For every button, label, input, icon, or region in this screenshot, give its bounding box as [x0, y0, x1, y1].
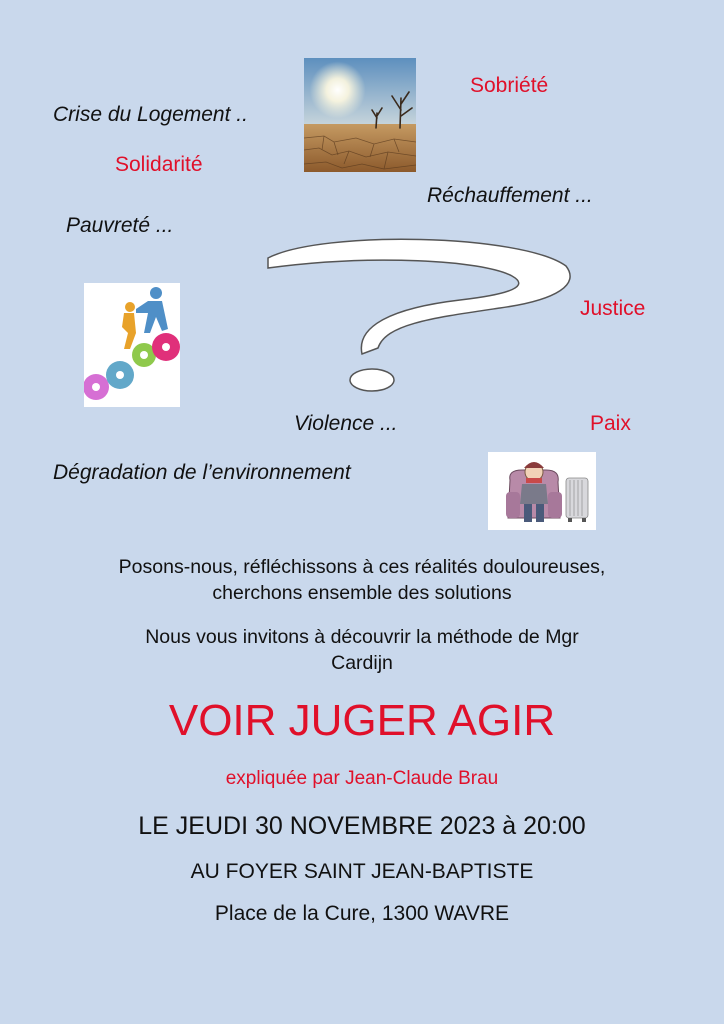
invitation-text	[0, 624, 724, 676]
word-rechauffement: Réchauffement ...	[427, 184, 593, 207]
teamwork-gears-image	[84, 283, 180, 407]
event-date: LE JEUDI 30 NOVEMBRE 2023 à 20:00	[138, 812, 586, 840]
word-crise-logement: Crise du Logement ..	[53, 103, 248, 126]
invitation-line-1: Nous vous invitons à découvrir la méthode de Mgr	[145, 626, 579, 648]
intro-line-2: cherchons ensemble des solutions	[212, 582, 512, 604]
word-paix: Paix	[590, 412, 631, 435]
word-violence: Violence ...	[294, 412, 398, 435]
word-pauvrete: Pauvreté ...	[66, 214, 174, 237]
intro-text	[0, 554, 724, 606]
event-subtitle: expliquée par Jean-Claude Brau	[225, 768, 499, 789]
word-sobriete: Sobriété	[470, 74, 549, 97]
word-solidarite: Solidarité	[115, 153, 203, 176]
event-venue: AU FOYER SAINT JEAN-BAPTISTE	[190, 860, 534, 883]
word-justice: Justice	[580, 297, 646, 320]
word-degradation: Dégradation de l’environnement	[53, 461, 351, 484]
event-address: Place de la Cure, 1300 WAVRE	[214, 902, 510, 925]
event-title: VOIR JUGER AGIR	[168, 696, 556, 745]
cold-person-heater-image	[488, 452, 596, 530]
drought-photo	[304, 58, 416, 172]
intro-line-1: Posons-nous, réfléchissons à ces réalités douloureuses,	[118, 556, 606, 578]
question-mark-icon	[262, 236, 574, 392]
invitation-line-2: Cardijn	[331, 652, 393, 674]
